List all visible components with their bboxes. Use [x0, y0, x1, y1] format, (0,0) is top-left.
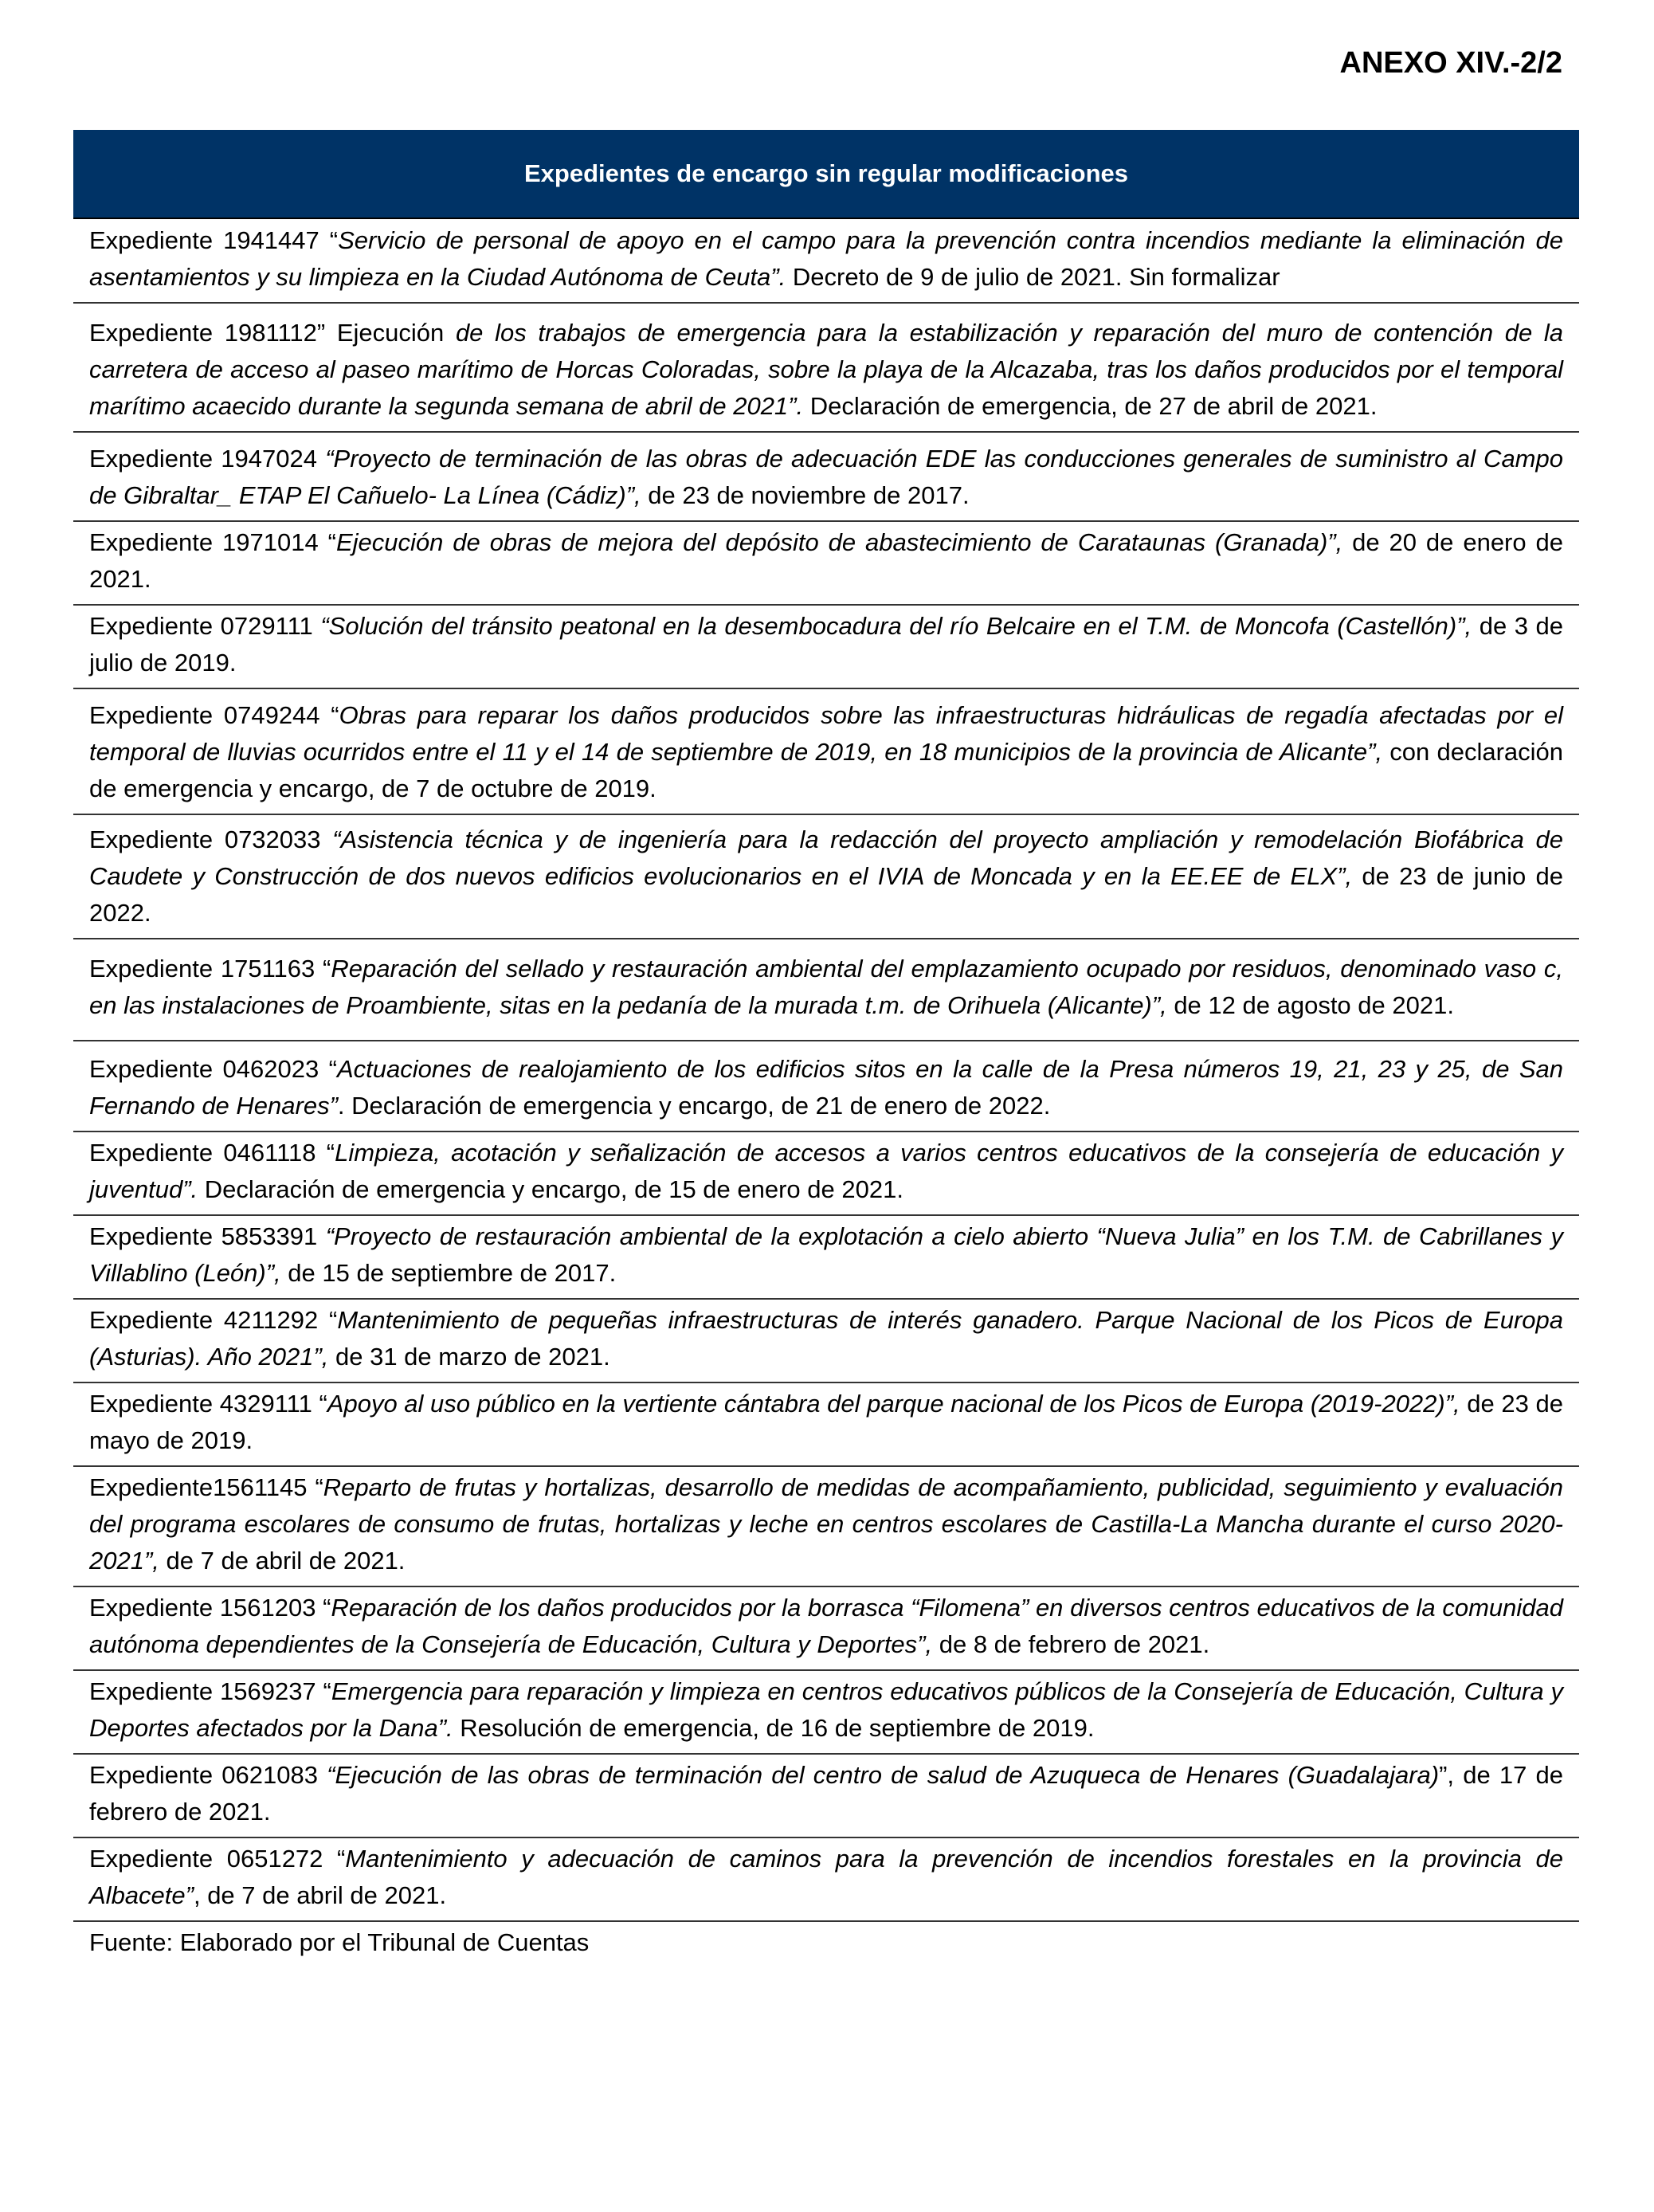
row-suffix: de 20 de enero de 2021.	[89, 528, 1564, 593]
table-row	[73, 1216, 1579, 1300]
row-prefix: Expediente 4329111 “	[89, 1390, 327, 1418]
row-suffix: de 12 de agosto de 2021.	[1166, 991, 1454, 1019]
row-title: “Proyecto de terminación de las obras de adecuación EDE las conducciones generales de suministro al Campo de Gibraltar_ ETAP El Cañuelo- La Línea (Cádiz)”,	[89, 445, 1563, 509]
row-prefix: Expediente 5853391	[89, 1222, 326, 1250]
row-prefix: Expediente 1751163 “	[89, 955, 331, 982]
table-row	[73, 689, 1579, 815]
table-row	[73, 1467, 1579, 1587]
row-title: Servicio de personal de apoyo en el campo para la prevención contra incendios mediante la eliminación de asentamientos y su limpieza en la Ciudad Autónoma de Ceuta”.	[89, 226, 1564, 291]
row-suffix: Declaración de emergencia y encargo, de 15 de enero de 2021.	[198, 1175, 903, 1203]
row-prefix: Expediente 1947024	[89, 445, 326, 473]
row-prefix: Expediente 4211292 “	[89, 1306, 338, 1334]
row-suffix: ”, de 17 de febrero de 2021.	[89, 1761, 1563, 1826]
row-prefix: Expediente 0621083	[89, 1761, 327, 1789]
row-title: Reparación de los daños producidos por la borrasca “Filomena” en diversos centros educativos de la comunidad autónoma dependientes de la Consejería de Educación, Cultura y Deportes”,	[89, 1594, 1563, 1658]
table-row	[73, 1838, 1579, 1922]
row-prefix: Expediente 0749244 “	[89, 701, 339, 729]
row-suffix: de 15 de septiembre de 2017.	[280, 1259, 617, 1287]
row-suffix: . Declaración de emergencia y encargo, de 21 de enero de 2022.	[337, 1092, 1051, 1120]
table-row	[73, 219, 1579, 304]
row-suffix: Resolución de emergencia, de 16 de septiembre de 2019.	[453, 1714, 1095, 1742]
expedientes-list	[73, 219, 1579, 1922]
row-prefix: Expediente 0462023 “	[89, 1055, 337, 1083]
table-row	[73, 1300, 1579, 1383]
row-title: de los trabajos de emergencia para la estabilización y reparación del muro de contención de la carretera de acceso al paseo marítimo de Horcas Coloradas, sobre la playa de la Alcazaba, tras los daños producidos por el temporal marítimo acaecido durante la segunda semana de abril de 2021”.	[89, 319, 1564, 420]
row-prefix: Expediente 0651272 “	[89, 1845, 346, 1873]
row-title: Mantenimiento y adecuación de caminos para la prevención de incendios forestales en la provincia de Albacete”	[89, 1845, 1563, 1909]
table-row	[73, 433, 1579, 522]
row-title: Limpieza, acotación y señalización de accesos a varios centros educativos de la consejería de educación y juventud”.	[89, 1139, 1563, 1203]
row-prefix: Expediente 1971014 “	[89, 528, 336, 556]
source-note: Fuente: Elaborado por el Tribunal de Cuentas	[89, 1928, 590, 1956]
row-suffix: de 8 de febrero de 2021.	[932, 1630, 1210, 1658]
row-title: Apoyo al uso público en la vertiente cántabra del parque nacional de los Picos de Europa (2019-2022)”,	[327, 1390, 1460, 1418]
row-title: Reparación del sellado y restauración ambiental del emplazamiento ocupado por residuos, denominado vaso c, en las instalaciones de Proambiente, sitas en la pedanía de la murada t.m. de Orihuela (Alicante)”,	[89, 955, 1563, 1019]
row-prefix: Expediente 0732033	[89, 826, 333, 853]
row-title: “Ejecución de las obras de terminación del centro de salud de Azuqueca de Henares (Guadalajara)	[327, 1761, 1440, 1789]
row-suffix: con declaración de emergencia y encargo, de 7 de octubre de 2019.	[89, 738, 1564, 802]
row-prefix: Expediente 0729111	[89, 612, 321, 640]
table-row	[73, 304, 1579, 433]
row-suffix: de 23 de noviembre de 2017.	[641, 481, 970, 509]
row-suffix: de 3 de julio de 2019.	[89, 612, 1564, 677]
row-title: Reparto de frutas y hortalizas, desarrollo de medidas de acompañamiento, publicidad, seguimiento y evaluación del programa escolares de consumo de frutas, hortalizas y leche en centros escolares de Castilla-La Mancha durante el curso 2020-2021”,	[89, 1473, 1563, 1575]
row-suffix: de 23 de mayo de 2019.	[89, 1390, 1563, 1454]
row-suffix: , de 7 de abril de 2021.	[193, 1881, 447, 1909]
row-prefix: Expediente 1569237 “	[89, 1677, 331, 1705]
row-suffix: de 23 de junio de 2022.	[89, 862, 1563, 927]
table-header: Expedientes de encargo sin regular modificaciones	[73, 130, 1579, 219]
row-title: “Proyecto de restauración ambiental de la explotación a cielo abierto “Nueva Julia” en los T.M. de Cabrillanes y Villablino (León)”,	[89, 1222, 1563, 1287]
row-title: “Asistencia técnica y de ingeniería para la redacción del proyecto ampliación y remodelación Biofábrica de Caudete y Construcción de dos nuevos edificios evolucionarios en el IVIA de Moncada y en la EE.EE de ELX”,	[89, 826, 1563, 890]
row-suffix: de 7 de abril de 2021.	[159, 1547, 406, 1575]
table-row	[73, 1587, 1579, 1671]
row-title: Obras para reparar los daños producidos sobre las infraestructuras hidráulicas de regadía afectadas por el temporal de lluvias ocurridos entre el 11 y el 14 de septiembre de 2019, en 18 municipios de la provincia de Alicante”,	[89, 701, 1563, 766]
table-row	[73, 939, 1579, 1041]
row-prefix: Expediente 0461118 “	[89, 1139, 335, 1167]
row-suffix: de 31 de marzo de 2021.	[328, 1343, 610, 1371]
table-row	[73, 606, 1579, 689]
expedientes-table	[73, 130, 1579, 1960]
row-title: “Solución del tránsito peatonal en la desembocadura del río Belcaire en el T.M. de Moncofa (Castellón)”,	[320, 612, 1472, 640]
row-title: Ejecución de obras de mejora del depósito de abastecimiento de Carataunas (Granada)”,	[335, 528, 1343, 556]
table-row	[73, 1383, 1579, 1467]
row-title: Mantenimiento de pequeñas infraestructuras de interés ganadero. Parque Nacional de los Picos de Europa (Asturias). Año 2021”,	[89, 1306, 1563, 1371]
table-row	[73, 815, 1579, 939]
table-row	[73, 1041, 1579, 1132]
table-row	[73, 522, 1579, 606]
table-row	[73, 1671, 1579, 1755]
table-row	[73, 1132, 1579, 1216]
row-prefix: Expediente 1941447 “	[89, 226, 339, 254]
row-title: Emergencia para reparación y limpieza en centros educativos públicos de la Consejería de Educación, Cultura y Deportes afectados por la Dana”.	[89, 1677, 1563, 1742]
row-prefix: Expediente1561145 “	[89, 1473, 323, 1501]
annex-title: ANEXO XIV.-2/2	[1339, 46, 1562, 80]
row-title: Actuaciones de realojamiento de los edificios sitos en la calle de la Presa números 19, 21, 23 y 25, de San Fernando de Henares”	[89, 1055, 1564, 1120]
row-suffix: Declaración de emergencia, de 27 de abril de 2021.	[803, 392, 1378, 420]
row-suffix: Decreto de 9 de julio de 2021. Sin formalizar	[786, 263, 1280, 291]
table-row	[73, 1755, 1579, 1838]
row-prefix: Expediente 1561203 “	[89, 1594, 331, 1622]
row-prefix: Expediente 1981112” Ejecución	[89, 319, 456, 347]
